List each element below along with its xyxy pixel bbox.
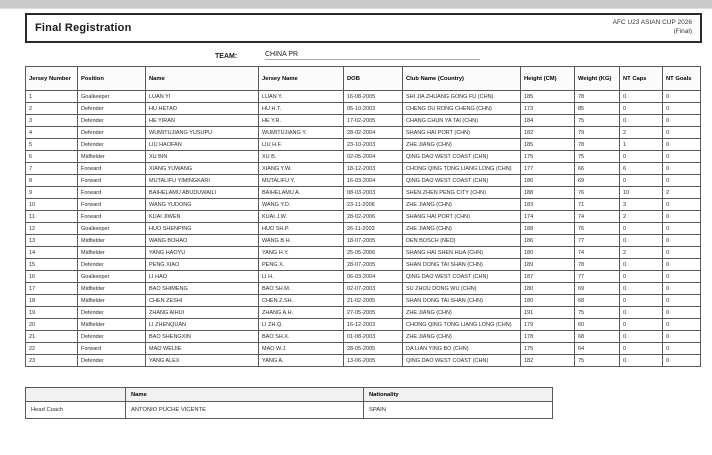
table-cell: HU HETAO xyxy=(146,103,259,115)
table-cell: 4 xyxy=(26,127,78,139)
table-cell: Head Coach xyxy=(26,402,126,419)
table-cell: Defender xyxy=(78,355,146,367)
table-cell: 12 xyxy=(26,223,78,235)
table-cell: SHAN DONG TAI SHAN (CHN) xyxy=(403,259,521,271)
table-cell: Goalkeeper xyxy=(78,223,146,235)
table-cell: 0 xyxy=(620,331,663,343)
column-header: Name xyxy=(126,388,364,402)
table-cell: 05-10-2003 xyxy=(344,103,403,115)
table-row xyxy=(26,187,701,199)
table-cell: 18-12-2003 xyxy=(344,163,403,175)
table-cell: 9 xyxy=(26,187,78,199)
table-cell: ZHE JIANG (CHN) xyxy=(403,139,521,151)
team-label: TEAM: xyxy=(215,53,238,60)
table-cell: 0 xyxy=(620,259,663,271)
table-cell: 0 xyxy=(620,151,663,163)
table-row xyxy=(26,402,553,419)
table-cell: BAO SH.X. xyxy=(259,331,344,343)
team-row xyxy=(215,51,712,60)
table-cell: 26-11-2003 xyxy=(344,223,403,235)
table-cell: MUTALIFU Y. xyxy=(259,175,344,187)
table-cell: 21 xyxy=(26,331,78,343)
table-cell: 0 xyxy=(620,103,663,115)
table-cell: 68 xyxy=(575,295,620,307)
table-cell: CHEN ZESHI xyxy=(146,295,259,307)
table-cell: 85 xyxy=(575,103,620,115)
officials-table xyxy=(25,387,553,419)
table-cell: 0 xyxy=(663,283,701,295)
table-cell: 0 xyxy=(663,103,701,115)
table-cell: 0 xyxy=(663,127,701,139)
table-cell: 69 xyxy=(575,283,620,295)
table-cell: 0 xyxy=(663,139,701,151)
table-cell: 08-03-2003 xyxy=(344,187,403,199)
table-row xyxy=(26,199,701,211)
table-cell: 21-02-2005 xyxy=(344,295,403,307)
table-cell: Defender xyxy=(78,139,146,151)
table-cell: 1 xyxy=(620,139,663,151)
table-cell: QING DAO WEST COAST (CHN) xyxy=(403,271,521,283)
table-cell: XIANG YUWANG xyxy=(146,163,259,175)
table-cell: DEN BOSCH (NED) xyxy=(403,235,521,247)
table-cell: 177 xyxy=(521,163,575,175)
column-header: DOB xyxy=(344,67,403,91)
table-cell: 2 xyxy=(620,211,663,223)
table-row xyxy=(26,295,701,307)
table-cell: 75 xyxy=(575,355,620,367)
table-cell: Goalkeeper xyxy=(78,91,146,103)
table-cell: 0 xyxy=(663,247,701,259)
table-cell: Forward xyxy=(78,343,146,355)
table-cell: 188 xyxy=(521,187,575,199)
table-cell: 187 xyxy=(521,271,575,283)
table-cell: 180 xyxy=(521,295,575,307)
table-cell: XU B. xyxy=(259,151,344,163)
table-cell: 0 xyxy=(663,259,701,271)
table-cell: 10 xyxy=(26,199,78,211)
table-cell: Defender xyxy=(78,103,146,115)
table-row xyxy=(26,103,701,115)
table-cell: XU BIN xyxy=(146,151,259,163)
competition-label xyxy=(613,19,692,37)
table-cell: 78 xyxy=(575,139,620,151)
table-cell: 28-02-2004 xyxy=(344,127,403,139)
table-cell: 0 xyxy=(620,295,663,307)
table-cell: QING DAO WEST COAST (CHN) xyxy=(403,355,521,367)
table-cell: Forward xyxy=(78,211,146,223)
table-cell: 0 xyxy=(663,319,701,331)
officials-table-header xyxy=(26,388,553,402)
table-cell: 18-07-2005 xyxy=(344,235,403,247)
table-cell: BAIHELAMU ABUDUWAILI xyxy=(146,187,259,199)
table-cell: 16-08-2005 xyxy=(344,91,403,103)
table-cell: LI ZH.Q. xyxy=(259,319,344,331)
column-header: Position xyxy=(78,67,146,91)
table-cell: PENG XIAO xyxy=(146,259,259,271)
column-header: Name xyxy=(146,67,259,91)
table-cell: 77 xyxy=(575,235,620,247)
table-cell: 22 xyxy=(26,343,78,355)
column-header: NT Caps xyxy=(620,67,663,91)
table-cell: Forward xyxy=(78,163,146,175)
table-cell: WANG B.H. xyxy=(259,235,344,247)
column-header: Height (CM) xyxy=(521,67,575,91)
table-cell: HE Y.R. xyxy=(259,115,344,127)
table-cell: 17 xyxy=(26,283,78,295)
table-cell: Midfielder xyxy=(78,151,146,163)
players-table xyxy=(25,66,701,367)
table-cell: 10 xyxy=(620,187,663,199)
table-cell: ZHE JIANG (CHN) xyxy=(403,223,521,235)
table-cell: 173 xyxy=(521,103,575,115)
table-cell: ZHANG AIHUI xyxy=(146,307,259,319)
table-cell: 0 xyxy=(663,331,701,343)
table-cell: CHEN Z.SH. xyxy=(259,295,344,307)
table-cell: BAO SHENGXIN xyxy=(146,331,259,343)
table-cell: MAO W.J. xyxy=(259,343,344,355)
table-cell: LI H. xyxy=(259,271,344,283)
table-cell: 02-07-2003 xyxy=(344,283,403,295)
officials-table-body xyxy=(26,402,553,419)
table-cell: 2 xyxy=(620,127,663,139)
team-name: CHINA PR xyxy=(265,51,480,60)
table-cell: 79 xyxy=(575,127,620,139)
table-cell: 0 xyxy=(663,115,701,127)
table-cell: 0 xyxy=(620,223,663,235)
table-cell: YANG A. xyxy=(259,355,344,367)
table-cell: 69 xyxy=(575,175,620,187)
table-cell: 0 xyxy=(663,199,701,211)
column-header: Club Name (Country) xyxy=(403,67,521,91)
column-header: NT Goals xyxy=(663,67,701,91)
table-cell: LIU HAOFAN xyxy=(146,139,259,151)
table-cell: 0 xyxy=(620,175,663,187)
table-row xyxy=(26,271,701,283)
table-cell: 0 xyxy=(663,175,701,187)
table-cell: LUAN YI xyxy=(146,91,259,103)
table-cell: 188 xyxy=(521,223,575,235)
table-cell: YANG H.Y. xyxy=(259,247,344,259)
table-cell: Defender xyxy=(78,307,146,319)
table-cell: 3 xyxy=(620,199,663,211)
table-cell: 0 xyxy=(620,355,663,367)
table-cell: Midfielder xyxy=(78,247,146,259)
table-cell: 16-12-2003 xyxy=(344,319,403,331)
table-row xyxy=(26,151,701,163)
table-row xyxy=(26,91,701,103)
column-header: Jersey Name xyxy=(259,67,344,91)
table-cell: SHEN ZHEN PENG CITY (CHN) xyxy=(403,187,521,199)
table-cell: 186 xyxy=(521,235,575,247)
table-cell: 0 xyxy=(620,271,663,283)
table-cell: BAO SH.M. xyxy=(259,283,344,295)
table-cell: 16-03-2004 xyxy=(344,175,403,187)
table-cell: 13 xyxy=(26,235,78,247)
table-cell: WANG YUDONG xyxy=(146,199,259,211)
table-row xyxy=(26,355,701,367)
table-cell: SHANG HAI PORT (CHN) xyxy=(403,127,521,139)
table-cell: Defender xyxy=(78,259,146,271)
table-row xyxy=(26,127,701,139)
table-cell: 1 xyxy=(26,91,78,103)
document-header xyxy=(25,13,702,43)
table-cell: 75 xyxy=(575,307,620,319)
table-cell: 175 xyxy=(521,343,575,355)
column-header xyxy=(26,388,126,402)
competition-name: AFC U23 ASIAN CUP 2026 xyxy=(612,19,692,27)
table-cell: ANTONIO PUCHE VICENTE xyxy=(126,402,364,419)
table-cell: SHAN DONG TAI SHAN (CHN) xyxy=(403,295,521,307)
table-cell: 8 xyxy=(26,175,78,187)
table-cell: 19 xyxy=(26,307,78,319)
table-cell: Midfielder xyxy=(78,283,146,295)
table-cell: XIANG Y.W. xyxy=(259,163,344,175)
table-cell: Midfielder xyxy=(78,295,146,307)
table-cell: 76 xyxy=(575,187,620,199)
table-cell: 7 xyxy=(26,163,78,175)
table-row xyxy=(26,283,701,295)
table-cell: 0 xyxy=(663,211,701,223)
table-cell: Forward xyxy=(78,175,146,187)
table-row xyxy=(26,235,701,247)
table-cell: 02-05-2004 xyxy=(344,151,403,163)
table-cell: Goalkeeper xyxy=(78,271,146,283)
table-cell: LI HAO xyxy=(146,271,259,283)
window-top-strip xyxy=(0,0,712,9)
table-cell: 64 xyxy=(575,343,620,355)
table-cell: WANG Y.D. xyxy=(259,199,344,211)
table-cell: 25-05-2006 xyxy=(344,247,403,259)
table-cell: 6 xyxy=(26,151,78,163)
table-cell: SHANG HAI SHEN HUA (CHN) xyxy=(403,247,521,259)
table-cell: 11 xyxy=(26,211,78,223)
table-cell: WUMITUJIANG YUSUPU xyxy=(146,127,259,139)
table-cell: Forward xyxy=(78,187,146,199)
table-cell: HE YIRAN xyxy=(146,115,259,127)
table-cell: 78 xyxy=(575,91,620,103)
table-cell: 175 xyxy=(521,151,575,163)
table-cell: 0 xyxy=(620,319,663,331)
table-cell: 28-02-2006 xyxy=(344,211,403,223)
table-cell: Midfielder xyxy=(78,319,146,331)
table-cell: 3 xyxy=(26,115,78,127)
table-row xyxy=(26,163,701,175)
table-cell: MUTALIFU YIMINGKARI xyxy=(146,175,259,187)
table-cell: 0 xyxy=(620,307,663,319)
table-cell: ZHANG A.H. xyxy=(259,307,344,319)
table-cell: 182 xyxy=(521,127,575,139)
table-cell: ZHE JIANG (CHN) xyxy=(403,331,521,343)
column-header: Weight (KG) xyxy=(575,67,620,91)
table-cell: LI ZHENQUAN xyxy=(146,319,259,331)
table-cell: 23-11-2006 xyxy=(344,199,403,211)
table-row xyxy=(26,175,701,187)
table-cell: 66 xyxy=(575,163,620,175)
table-row xyxy=(26,139,701,151)
table-cell: 0 xyxy=(663,151,701,163)
table-cell: LUAN Y. xyxy=(259,91,344,103)
table-cell: 15 xyxy=(26,259,78,271)
table-cell: HUO SH.P. xyxy=(259,223,344,235)
table-cell: 71 xyxy=(575,199,620,211)
table-cell: QING DAO WEST COAST (CHN) xyxy=(403,175,521,187)
players-table-header xyxy=(26,67,701,91)
table-cell: 01-08-2003 xyxy=(344,331,403,343)
table-cell: 78 xyxy=(575,259,620,271)
table-cell: 13-06-2005 xyxy=(344,355,403,367)
table-cell: 184 xyxy=(521,115,575,127)
table-cell: 178 xyxy=(521,331,575,343)
table-row xyxy=(26,319,701,331)
table-cell: 179 xyxy=(521,319,575,331)
table-cell: Forward xyxy=(78,199,146,211)
table-cell: CHANG CHUN YA TAI (CHN) xyxy=(403,115,521,127)
table-row xyxy=(26,247,701,259)
table-cell: 183 xyxy=(521,199,575,211)
table-row xyxy=(26,115,701,127)
table-cell: 2 xyxy=(663,187,701,199)
table-cell: 17-02-2005 xyxy=(344,115,403,127)
table-cell: 180 xyxy=(521,283,575,295)
table-cell: 6 xyxy=(620,163,663,175)
table-cell: CHONG QING TONG LIANG LONG (CHN) xyxy=(403,163,521,175)
competition-stage: (Final) xyxy=(673,28,692,35)
table-cell: 0 xyxy=(663,235,701,247)
table-cell: BAIHELAMU A. xyxy=(259,187,344,199)
table-cell: 0 xyxy=(620,91,663,103)
table-cell: 28-07-2005 xyxy=(344,259,403,271)
table-cell: 2 xyxy=(26,103,78,115)
table-cell: SU ZHOU DONG WU (CHN) xyxy=(403,283,521,295)
table-cell: 185 xyxy=(521,91,575,103)
table-cell: 2 xyxy=(620,247,663,259)
table-cell: 0 xyxy=(663,355,701,367)
table-cell: LIU H.F. xyxy=(259,139,344,151)
table-cell: 76 xyxy=(575,223,620,235)
table-cell: ZHE JIANG (CHN) xyxy=(403,307,521,319)
table-cell: 06-03-2004 xyxy=(344,271,403,283)
table-cell: WUMITUJIANG Y. xyxy=(259,127,344,139)
table-cell: 0 xyxy=(663,343,701,355)
table-row xyxy=(26,343,701,355)
table-cell: ZHE JIANG (CHN) xyxy=(403,199,521,211)
table-cell: 60 xyxy=(575,319,620,331)
table-cell: 23-10-2003 xyxy=(344,139,403,151)
table-cell: 182 xyxy=(521,355,575,367)
table-cell: 174 xyxy=(521,211,575,223)
page-title: Final Registration xyxy=(35,22,132,34)
table-cell: KUAI J.W. xyxy=(259,211,344,223)
table-cell: HU H.T. xyxy=(259,103,344,115)
table-cell: KUAI JIWEN xyxy=(146,211,259,223)
table-cell: 185 xyxy=(521,139,575,151)
table-cell: 191 xyxy=(521,307,575,319)
table-cell: 5 xyxy=(26,139,78,151)
table-cell: HUO SHENPING xyxy=(146,223,259,235)
table-cell: 0 xyxy=(620,235,663,247)
table-cell: 186 xyxy=(521,175,575,187)
table-cell: WANG BOHAO xyxy=(146,235,259,247)
table-cell: 0 xyxy=(663,271,701,283)
table-cell: 28-05-2005 xyxy=(344,343,403,355)
header-row xyxy=(26,388,553,402)
table-cell: YANG ALEX xyxy=(146,355,259,367)
table-cell: CHONG QING TONG LIANG LONG (CHN) xyxy=(403,319,521,331)
table-row xyxy=(26,223,701,235)
players-section xyxy=(25,66,700,367)
table-cell: 0 xyxy=(620,115,663,127)
table-cell: 77 xyxy=(575,271,620,283)
table-row xyxy=(26,331,701,343)
table-cell: Defender xyxy=(78,127,146,139)
table-cell: SPAIN xyxy=(364,402,553,419)
table-cell: 0 xyxy=(663,163,701,175)
table-cell: 75 xyxy=(575,151,620,163)
table-cell: 0 xyxy=(663,295,701,307)
table-cell: PENG X. xyxy=(259,259,344,271)
table-row xyxy=(26,259,701,271)
table-cell: 0 xyxy=(663,91,701,103)
table-cell: 189 xyxy=(521,259,575,271)
column-header: Nationality xyxy=(364,388,553,402)
officials-section xyxy=(25,387,712,419)
table-cell: QING DAO WEST COAST (CHN) xyxy=(403,151,521,163)
table-cell: 18 xyxy=(26,295,78,307)
table-cell: 180 xyxy=(521,247,575,259)
table-cell: 27-05-2005 xyxy=(344,307,403,319)
table-cell: 0 xyxy=(663,307,701,319)
table-cell: 0 xyxy=(620,343,663,355)
table-cell: 0 xyxy=(663,223,701,235)
table-cell: 16 xyxy=(26,271,78,283)
table-cell: 20 xyxy=(26,319,78,331)
table-cell: SHANG HAI PORT (CHN) xyxy=(403,211,521,223)
table-cell: CHENG DU RONG CHENG (CHN) xyxy=(403,103,521,115)
table-cell: SHI JIA ZHUANG GONG FU (CHN) xyxy=(403,91,521,103)
table-cell: MAO WEIJIE xyxy=(146,343,259,355)
table-row xyxy=(26,307,701,319)
table-cell: YANG HAOYU xyxy=(146,247,259,259)
table-cell: 74 xyxy=(575,211,620,223)
players-table-body xyxy=(26,91,701,367)
table-cell: DA LIAN YING BO (CHN) xyxy=(403,343,521,355)
header-row xyxy=(26,67,701,91)
table-cell: Defender xyxy=(78,331,146,343)
table-cell: 14 xyxy=(26,247,78,259)
table-cell: 75 xyxy=(575,115,620,127)
column-header: Jersey Number xyxy=(26,67,78,91)
table-cell: Midfielder xyxy=(78,235,146,247)
table-cell: 68 xyxy=(575,331,620,343)
table-row xyxy=(26,211,701,223)
table-cell: 0 xyxy=(620,283,663,295)
table-cell: 74 xyxy=(575,247,620,259)
table-cell: 23 xyxy=(26,355,78,367)
table-cell: Defender xyxy=(78,115,146,127)
table-cell: BAO SHIMENG xyxy=(146,283,259,295)
